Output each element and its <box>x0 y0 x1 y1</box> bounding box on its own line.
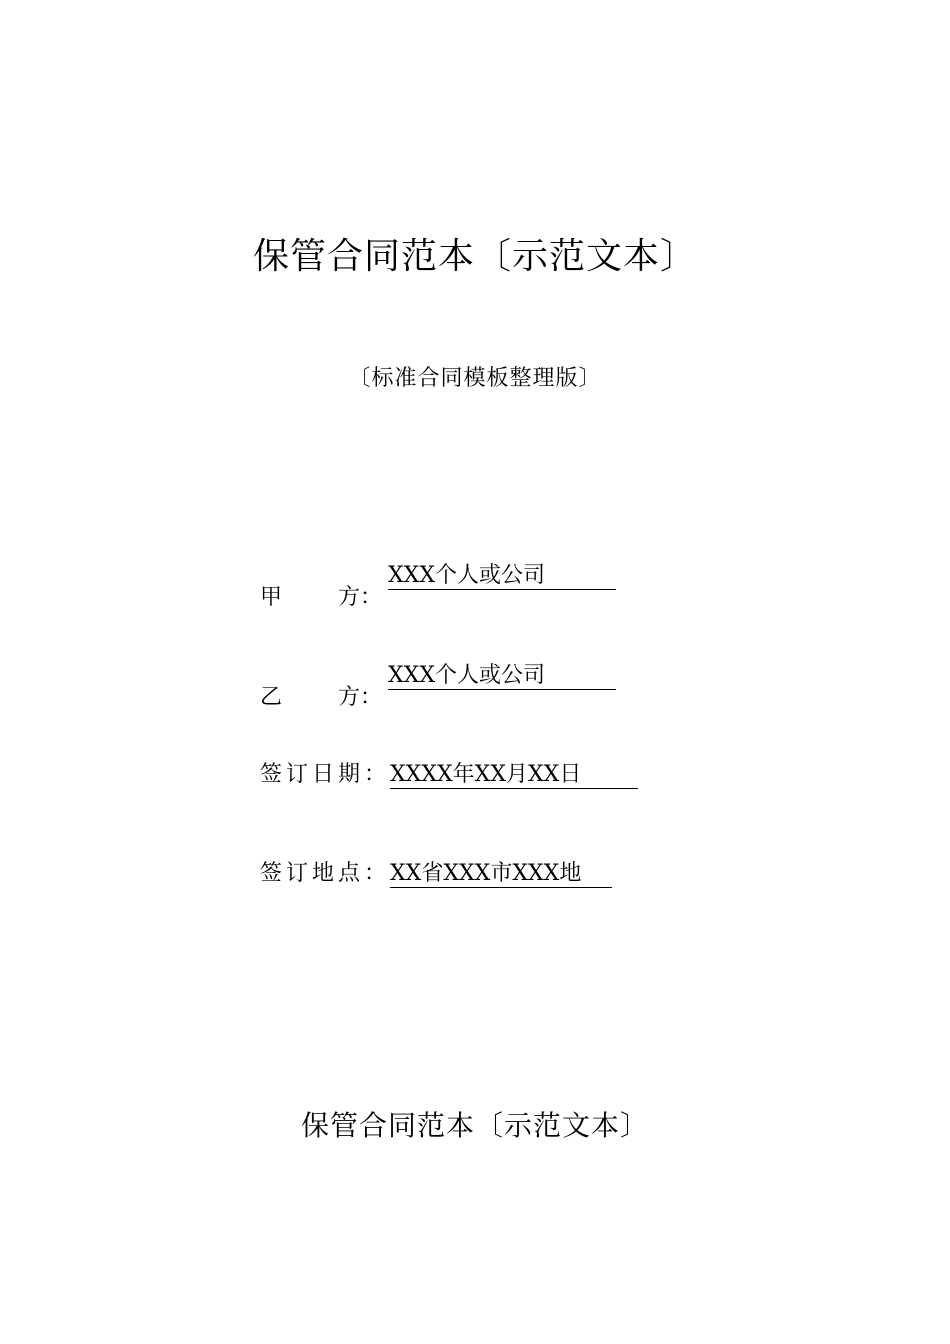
sign-place-field <box>260 858 612 890</box>
sign-date-value: XXXX年XX月XX日 <box>390 762 638 789</box>
party-a-field <box>260 560 616 610</box>
sign-date-label: 签订日期： <box>260 762 391 787</box>
party-b-value: XXX个人或公司 <box>388 663 616 690</box>
party-a-value: XXX个人或公司 <box>388 563 616 590</box>
sign-date-field <box>260 759 638 791</box>
party-b-label-char2: 方： <box>338 685 383 710</box>
document-subtitle: 〔标准合同模板整理版〕 <box>348 366 602 391</box>
sign-place-value: XX省XXX市XXX地 <box>390 861 612 888</box>
party-a-label-char1: 甲 <box>260 585 283 610</box>
sign-place-label: 签订地点： <box>260 861 391 886</box>
party-b-field <box>260 660 616 710</box>
document-title: 保管合同范本〔示范文本〕 <box>252 236 697 277</box>
party-a-label-char2: 方： <box>338 585 383 610</box>
footer-title: 保管合同范本〔示范文本〕 <box>300 1109 649 1142</box>
party-b-label-char1: 乙 <box>260 685 283 710</box>
